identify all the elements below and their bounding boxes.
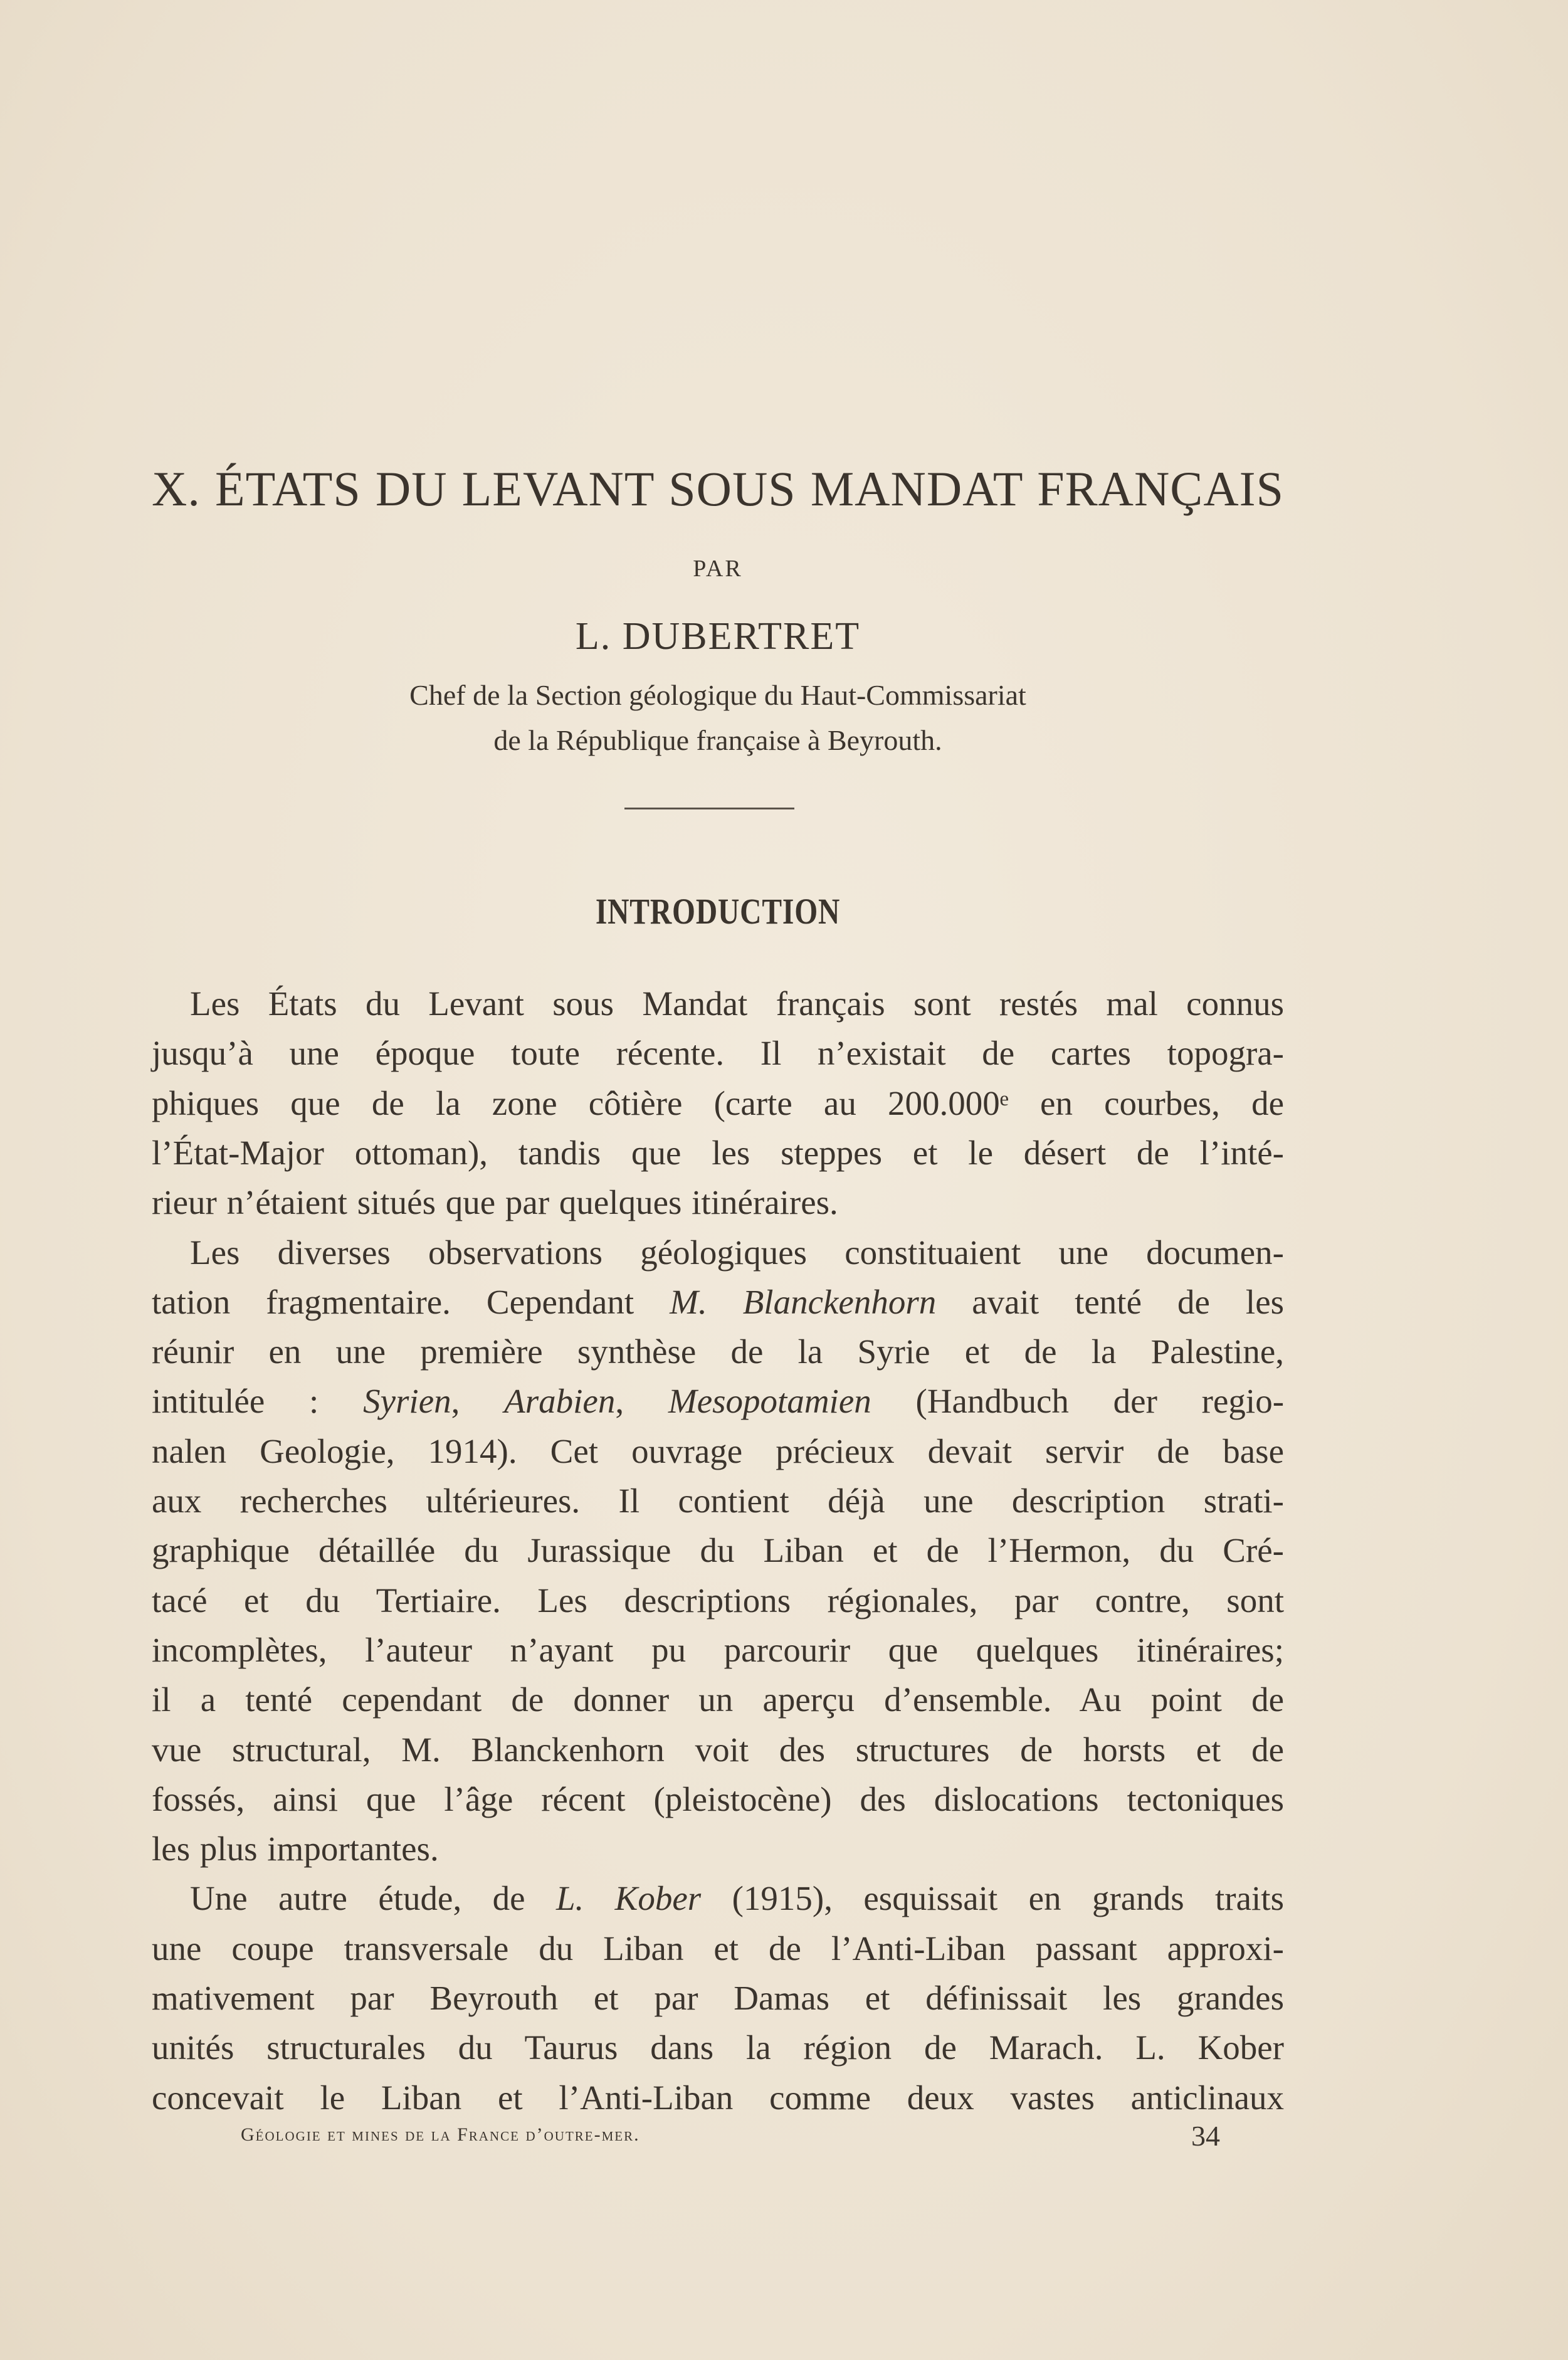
- body-line: [152, 1028, 1284, 1078]
- body-line: [152, 1327, 1284, 1377]
- body-line: [152, 1277, 1284, 1327]
- text-segment: jusqu’à une époque toute récente. Il n’existait de cartes topogra-: [152, 1034, 1284, 1073]
- text-segment: rieur n’étaient situés que par quelques itinéraires.: [152, 1183, 838, 1222]
- body-line: [152, 1973, 1284, 2023]
- body-line: [152, 1924, 1284, 1974]
- text-segment: ,: [451, 1382, 505, 1421]
- text-segment: fossés, ainsi que l’âge récent (pleistocène) des dislocations tectoniques: [152, 1779, 1284, 1818]
- italic-citation: Syrien: [363, 1382, 451, 1421]
- body-line: [152, 1725, 1284, 1775]
- body-line: [152, 1824, 1284, 1874]
- text-segment: graphique détaillée du Jurassique du Liban et de l’Hermon, du Cré-: [152, 1531, 1284, 1570]
- text-segment: réunir en une première synthèse de la Syrie et de la Palestine,: [152, 1332, 1284, 1371]
- body-line: [190, 1873, 1284, 1924]
- text-segment: aux recherches ultérieures. Il contient déjà une description strati-: [152, 1482, 1284, 1520]
- body-line: [152, 1426, 1284, 1477]
- section-heading: INTRODUCTION: [595, 891, 841, 932]
- text-segment: incomplètes, l’auteur n’ayant pu parcourir que quelques itinéraires;: [152, 1630, 1284, 1669]
- text-segment: Les diverses observations géologiques constituaient une documen-: [190, 1233, 1284, 1272]
- journal-footer: Géologie et mines de la France d’outre-mer.: [241, 2124, 640, 2145]
- body-line: [152, 1128, 1284, 1178]
- byline-par: PAR: [693, 556, 743, 582]
- italic-citation: M. Blanckenhorn: [670, 1282, 937, 1321]
- body-line: [152, 1476, 1284, 1526]
- page-number: 34: [1191, 2120, 1220, 2152]
- text-segment: concevait le Liban et l’Anti-Liban comme deux vastes anticlinaux: [152, 2078, 1284, 2117]
- body-line: [190, 1228, 1284, 1278]
- text-segment: vue structural, M. Blanckenhorn voit des structures de horsts et de: [152, 1730, 1284, 1769]
- text-segment: (1915), esquissait en grands traits: [701, 1879, 1284, 1918]
- text-segment: ,: [615, 1382, 668, 1421]
- text-segment: les plus importantes.: [152, 1830, 439, 1868]
- text-segment: intitulée :: [152, 1382, 364, 1421]
- author-name: L. DUBERTRET: [575, 615, 861, 658]
- body-line: [152, 1376, 1284, 1426]
- text-segment: tacé et du Tertiaire. Les descriptions régionales, par contre, sont: [152, 1581, 1284, 1620]
- text-segment: phiques que de la zone côtière (carte au 200.000ᵉ en courbes, de: [152, 1083, 1284, 1122]
- text-segment: nalen Geologie, 1914). Cet ouvrage précieux devait servir de base: [152, 1431, 1284, 1470]
- body-line: [152, 1525, 1284, 1576]
- italic-citation: Arabien: [504, 1382, 616, 1421]
- body-line: [152, 2023, 1284, 2073]
- text-segment: tation fragmentaire. Cependant: [152, 1282, 670, 1321]
- body-line: [190, 979, 1284, 1029]
- text-segment: Les États du Levant sous Mandat français sont restés mal connus: [190, 984, 1284, 1023]
- italic-citation: Mesopotamien: [668, 1382, 871, 1421]
- italic-citation: L. Kober: [555, 1879, 702, 1918]
- text-segment: une coupe transversale du Liban et de l’Anti-Liban passant approxi-: [152, 1929, 1284, 1968]
- text-segment: Une autre étude, de: [190, 1879, 556, 1918]
- text-segment: avait tenté de les: [936, 1282, 1285, 1321]
- body-line: [152, 1625, 1284, 1675]
- body-line: [152, 1774, 1284, 1825]
- body-line: [152, 2073, 1284, 2123]
- body-line: [152, 1576, 1284, 1626]
- article-title: X. ÉTATS DU LEVANT SOUS MANDAT FRANÇAIS: [152, 461, 1284, 516]
- text-segment: unités structurales du Taurus dans la région de Marach. L. Kober: [152, 2028, 1284, 2067]
- body-line: [152, 1177, 1284, 1228]
- text-segment: il a tenté cependant de donner un aperçu d’ensemble. Au point de: [152, 1680, 1284, 1719]
- author-affiliation-line-2: de la République française à Beyrouth.: [493, 724, 942, 756]
- text-segment: (Handbuch der regio-: [871, 1382, 1285, 1421]
- body-line: [152, 1078, 1284, 1129]
- body-line: [152, 1675, 1284, 1725]
- separator-rule: [624, 808, 794, 809]
- text-segment: mativement par Beyrouth et par Damas et définissait les grandes: [152, 1979, 1284, 2017]
- text-segment: l’État-Major ottoman), tandis que les steppes et le désert de l’inté-: [152, 1133, 1284, 1172]
- author-affiliation-line-1: Chef de la Section géologique du Haut-Commissariat: [409, 679, 1026, 711]
